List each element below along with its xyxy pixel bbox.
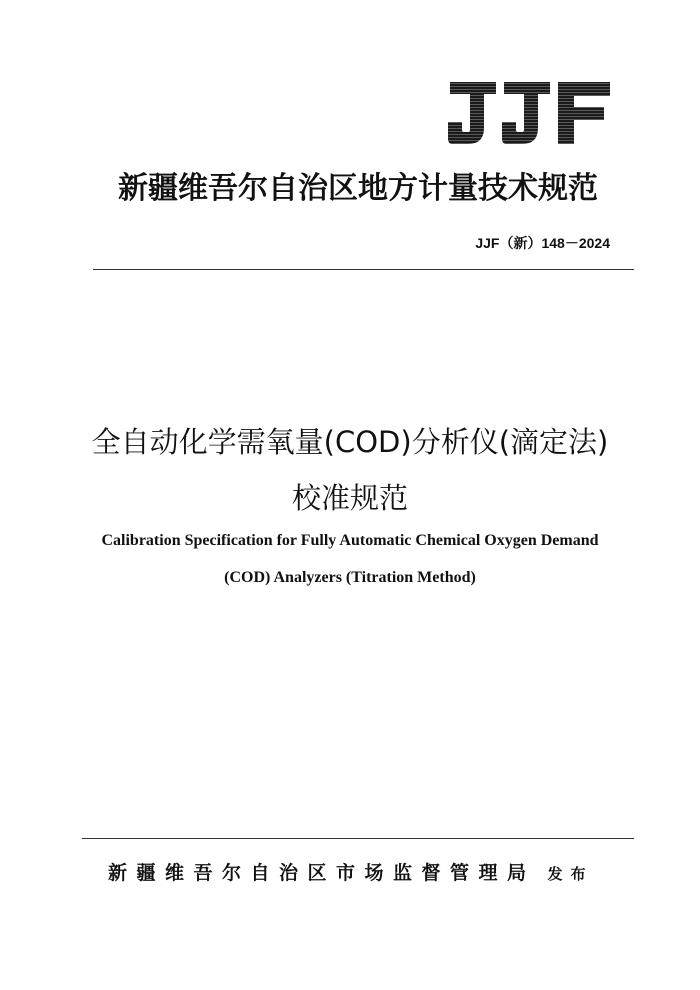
main-title-zh-line1: 全自动化学需氧量(COD)分析仪(滴定法): [91, 425, 609, 459]
main-title-en-line1: Calibration Specification for Fully Automatic Chemical Oxygen Demand: [101, 532, 599, 549]
main-title-en-line2: (COD) Analyzers (Titration Method): [224, 569, 476, 586]
issuing-authority-title: 新疆维吾尔自治区地方计量技术规范: [118, 171, 598, 206]
bottom-divider: [82, 838, 634, 839]
main-title-zh-line2: 校准规范: [291, 481, 408, 515]
standard-code: JJF（新）148－2024: [475, 235, 610, 251]
top-divider: [93, 269, 634, 270]
jjf-logo-icon: [446, 80, 612, 146]
publisher-name: 新疆维吾尔自治区市场监督管理局: [108, 862, 536, 884]
footer: [108, 858, 594, 885]
jjf-logo: [446, 80, 612, 146]
publish-label: 发布: [547, 865, 594, 883]
